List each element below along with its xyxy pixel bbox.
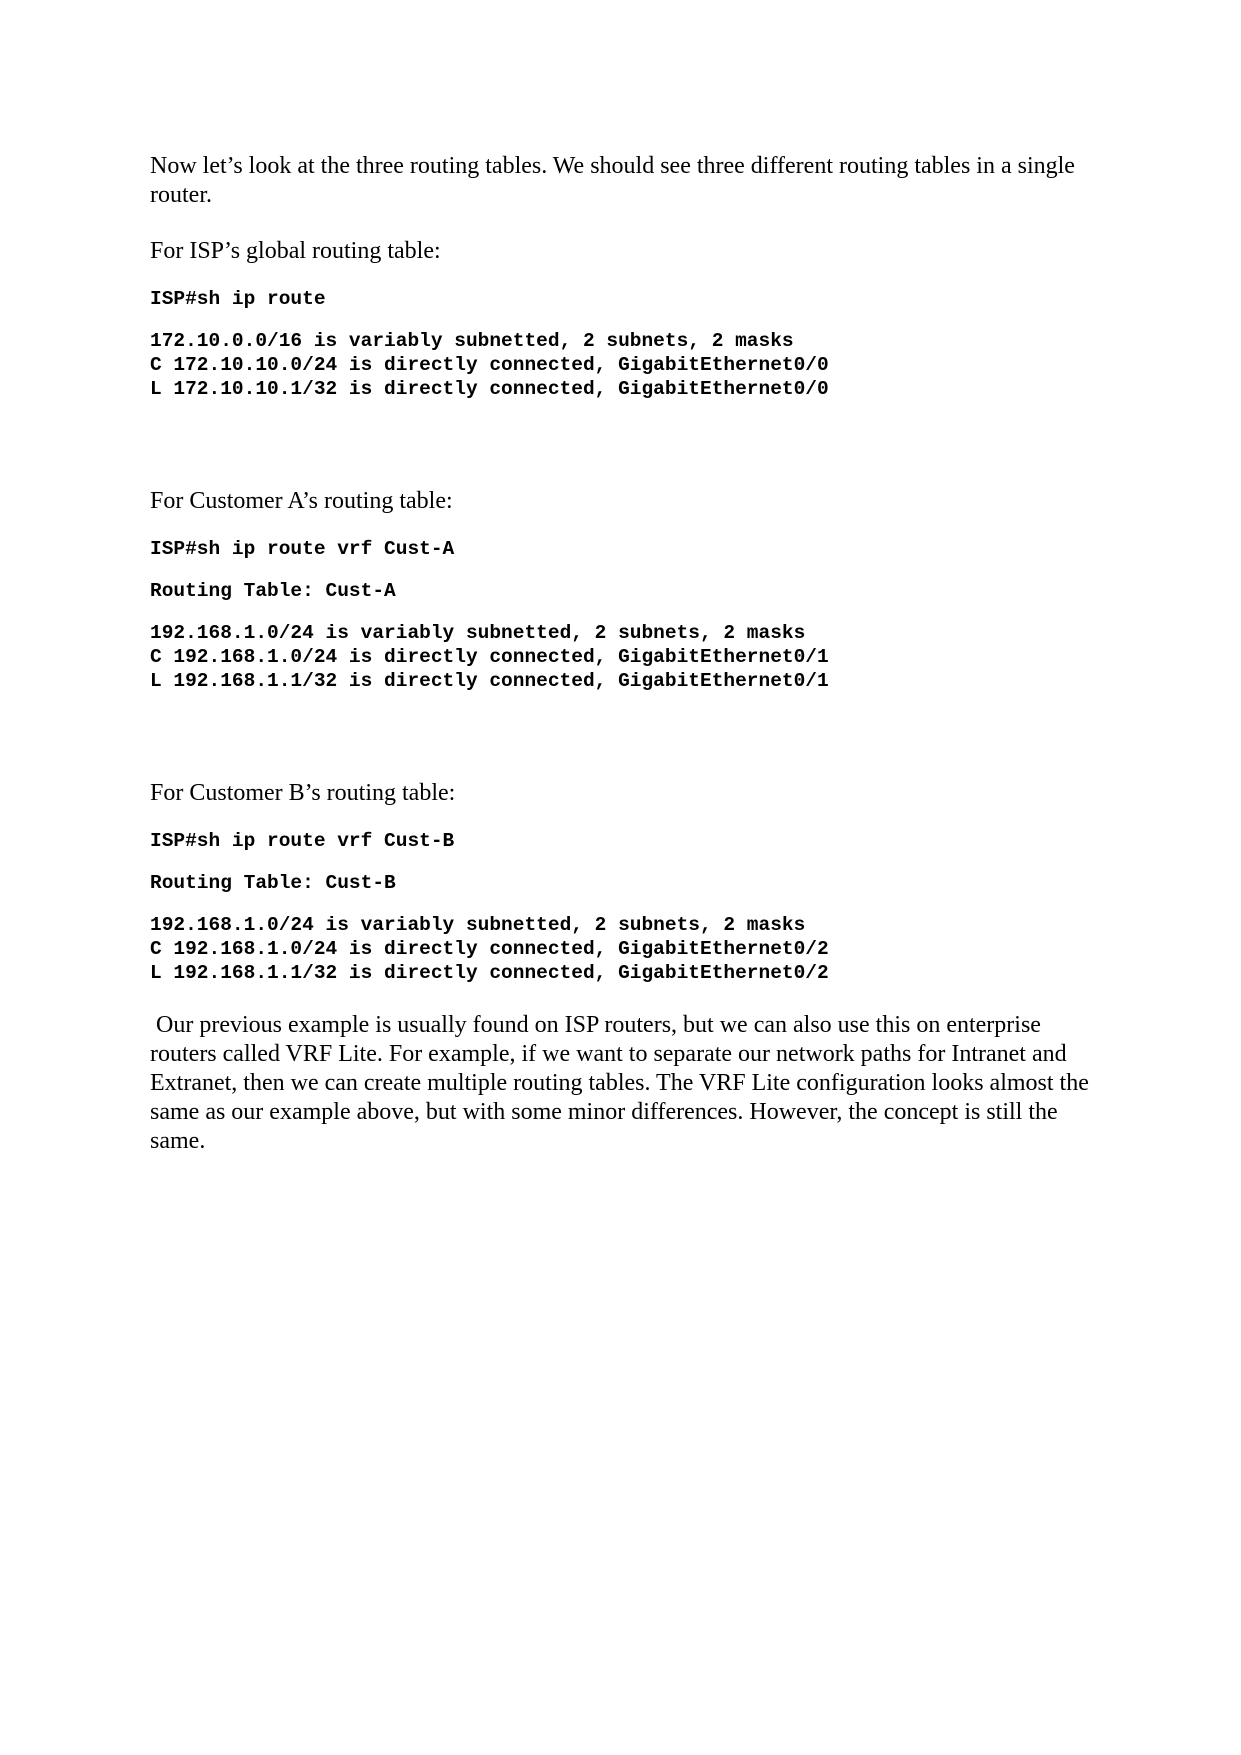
section-heading: For Customer B’s routing table: (150, 780, 456, 806)
route-list (150, 329, 1090, 401)
route-list (150, 621, 1090, 693)
route-line: L 192.168.1.1/32 is directly connected, GigabitEthernet0/2 (150, 962, 829, 984)
route-line: 192.168.1.0/24 is variably subnetted, 2 subnets, 2 masks (150, 622, 806, 644)
show-command: ISP#sh ip route vrf Cust-A (150, 538, 455, 560)
route-line: L 192.168.1.1/32 is directly connected, GigabitEthernet0/1 (150, 670, 829, 692)
route-list (150, 913, 1090, 985)
customer-a-section (150, 487, 1090, 693)
route-line: C 172.10.10.0/24 is directly connected, GigabitEthernet0/0 (150, 354, 829, 376)
conclusion-paragraph: Our previous example is usually found on ISP routers, but we can also use this on enterprise routers called VRF Lite. For example, if we want to separate our network paths for Intranet and Extranet, then we can create multiple routing tables. The VRF Lite configuration looks almost the same as our example above, but with some minor differences. However, the concept is still the same. (150, 1012, 1095, 1154)
intro-paragraph: Now let’s look at the three routing tables. We should see three different routing tables in a single router. (150, 153, 1075, 208)
routing-table-label: Routing Table: Cust-B (150, 872, 396, 894)
isp-global-section (150, 237, 1090, 401)
route-line: L 172.10.10.1/32 is directly connected, GigabitEthernet0/0 (150, 378, 829, 400)
route-line: C 192.168.1.0/24 is directly connected, GigabitEthernet0/1 (150, 646, 829, 668)
document-page (150, 152, 1095, 1156)
route-line: 172.10.0.0/16 is variably subnetted, 2 subnets, 2 masks (150, 330, 794, 352)
route-line: C 192.168.1.0/24 is directly connected, GigabitEthernet0/2 (150, 938, 829, 960)
routing-table-label: Routing Table: Cust-A (150, 580, 396, 602)
route-line: 192.168.1.0/24 is variably subnetted, 2 subnets, 2 masks (150, 914, 806, 936)
show-command: ISP#sh ip route (150, 288, 326, 310)
customer-b-section (150, 779, 1090, 985)
show-command: ISP#sh ip route vrf Cust-B (150, 830, 455, 852)
section-heading: For ISP’s global routing table: (150, 238, 441, 264)
section-heading: For Customer A’s routing table: (150, 488, 453, 514)
